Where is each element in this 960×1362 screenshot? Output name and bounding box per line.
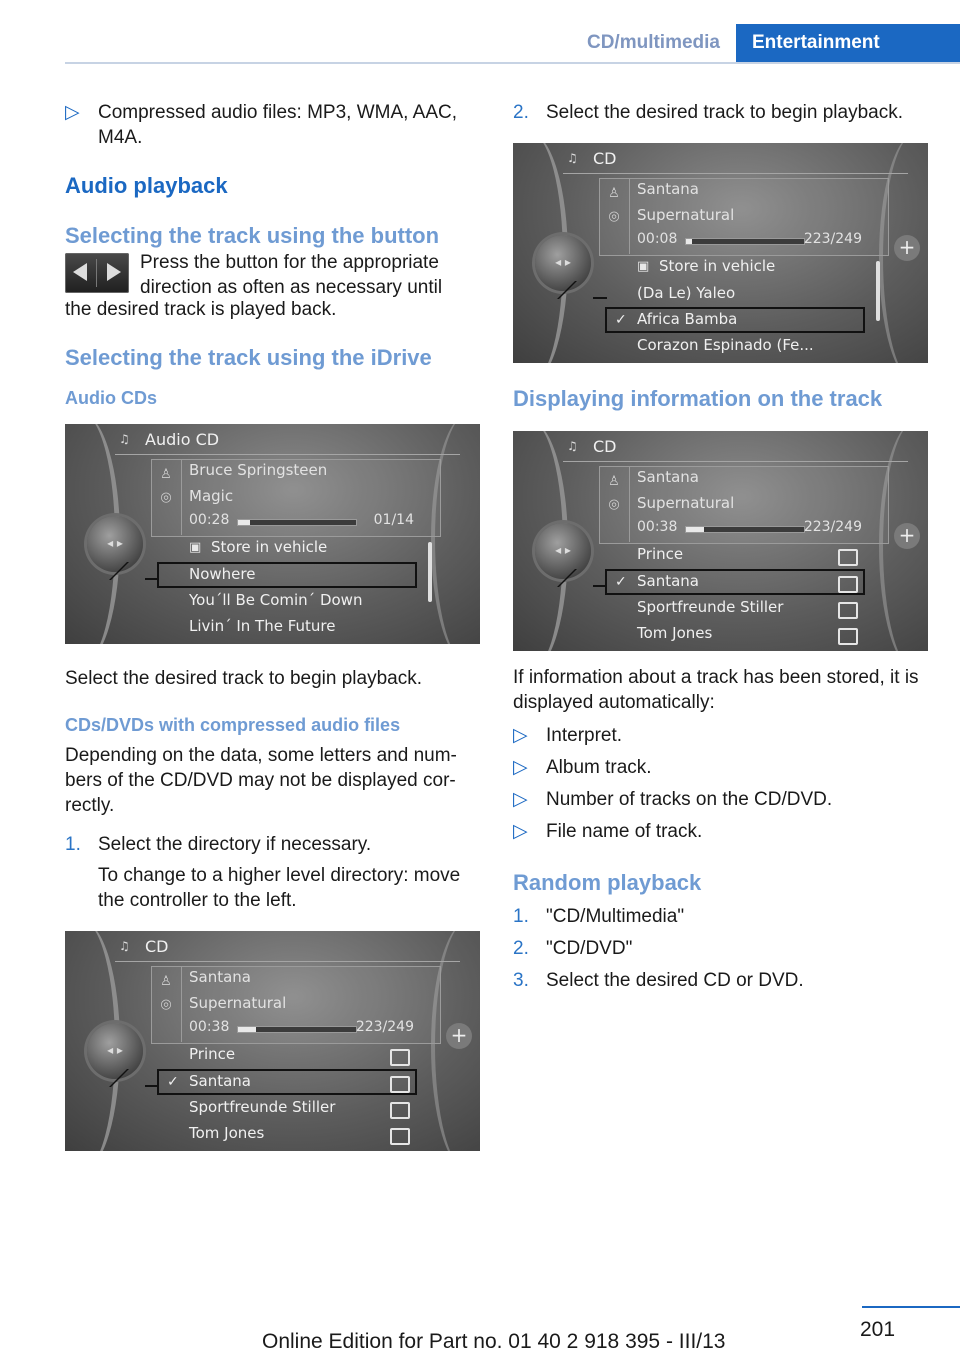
right-column xyxy=(513,100,931,993)
controller-knob: ◂ ▸ xyxy=(535,523,591,579)
heading-audio-playback: Audio playback xyxy=(65,173,228,198)
check-icon: ✓ xyxy=(167,1074,179,1090)
page-number-rule xyxy=(862,1306,960,1308)
numbered-step: 2. Select the desired track to begin playback. xyxy=(513,102,903,123)
numbered-step: 1. Select the directory if necessary. xyxy=(65,834,372,855)
check-icon: ✓ xyxy=(615,574,627,590)
artist: Santana xyxy=(637,468,699,486)
disc-icon: ◎ xyxy=(160,490,172,505)
screen-cd-tracks xyxy=(513,143,928,363)
track-row[interactable]: (Da Le) Yaleo xyxy=(637,284,736,302)
header-section: CD/multimedia xyxy=(586,32,720,53)
directory-row[interactable]: Tom Jones xyxy=(637,624,713,642)
plus-icon: + xyxy=(894,523,920,549)
heading-displaying: Displaying information on the track xyxy=(513,386,883,411)
screen-track-info xyxy=(513,431,928,651)
folder-icon xyxy=(838,628,858,645)
bullet-item: ▷ File name of track. xyxy=(513,821,703,842)
plus-icon: + xyxy=(894,235,920,261)
triangle-bullet-icon: ▷ xyxy=(65,102,80,123)
triangle-bullet-icon: ▷ xyxy=(513,789,528,810)
heading-cds-dvds: CDs/DVDs with compressed audio files xyxy=(65,715,401,735)
directory-row[interactable]: Sportfreunde Stiller xyxy=(189,1098,336,1116)
folder-icon xyxy=(838,549,858,566)
numbered-step: 1. "CD/Multimedia" xyxy=(513,906,685,927)
controller-knob: ◂ ▸ xyxy=(87,1023,143,1079)
numbered-step: 2. "CD/DVD" xyxy=(513,938,633,959)
heading-select-button: Selecting the track using the button xyxy=(65,223,440,248)
scrollbar xyxy=(876,261,880,321)
store-in-vehicle[interactable]: Store in vehicle xyxy=(211,538,328,556)
person-icon: ♙ xyxy=(160,974,172,989)
track-row[interactable]: Africa Bamba xyxy=(637,310,738,328)
button-text-continued: the desired track is played back. xyxy=(65,299,337,320)
controller-knob: ◂ ▸ xyxy=(535,235,591,291)
heading-random: Random playback xyxy=(513,870,702,895)
footer-edition: Online Edition for Part no. 01 40 2 918 395 - III/13 xyxy=(262,1330,726,1353)
elapsed-time: 00:28 xyxy=(189,512,230,528)
save-icon: ▣ xyxy=(189,540,202,555)
person-icon: ♙ xyxy=(608,186,620,201)
button-text: Press the button for the appropriate direction as often as necessary until xyxy=(140,252,443,298)
elapsed-time: 00:08 xyxy=(637,231,678,247)
music-note-icon: ♫ xyxy=(119,432,130,446)
disc-icon: ◎ xyxy=(160,997,172,1012)
artist: Santana xyxy=(637,180,699,198)
screen-cd-directory xyxy=(65,931,480,1151)
paragraph-select-desired: Select the desired track to begin playback. xyxy=(65,668,422,689)
directory-row[interactable]: Santana xyxy=(637,572,699,590)
heading-audio-cds: Audio CDs xyxy=(65,388,157,408)
track-row[interactable]: Corazon Espinado (Fe... xyxy=(637,336,814,354)
screen-title: CD xyxy=(145,937,169,956)
progress-bar xyxy=(685,238,805,245)
track-count: 01/14 xyxy=(373,512,414,528)
heading-select-idrive: Selecting the track using the iDrive xyxy=(65,345,432,370)
folder-icon xyxy=(390,1128,410,1145)
disc-icon: ◎ xyxy=(608,497,620,512)
page-number: 201 xyxy=(860,1318,896,1341)
folder-icon xyxy=(390,1102,410,1119)
store-in-vehicle[interactable]: Store in vehicle xyxy=(659,257,776,275)
directory-row[interactable]: Prince xyxy=(637,545,684,563)
directory-row[interactable]: Sportfreunde Stiller xyxy=(637,598,784,616)
directory-row[interactable]: Tom Jones xyxy=(189,1124,265,1142)
screen-title: Audio CD xyxy=(145,430,220,449)
artist: Bruce Springsteen xyxy=(189,461,328,479)
track-row[interactable]: Nowhere xyxy=(189,565,256,583)
bullet-item: ▷ Number of tracks on the CD/DVD. xyxy=(513,789,833,810)
folder-icon xyxy=(390,1049,410,1066)
album: Magic xyxy=(189,487,234,505)
music-note-icon: ♫ xyxy=(567,151,578,165)
album: Supernatural xyxy=(637,206,735,224)
header-chapter: Entertainment xyxy=(736,24,960,62)
artist: Santana xyxy=(189,968,251,986)
random-step-list xyxy=(513,904,931,993)
bullet-item: ▷ Interpret. xyxy=(513,725,623,746)
info-bullet-list xyxy=(513,723,931,844)
track-count: 223/249 xyxy=(803,519,862,535)
step-detail: To change to a higher level directory: move the controller to the left. xyxy=(98,865,461,911)
triangle-bullet-icon: ▷ xyxy=(513,725,528,746)
track-row[interactable]: Livin´ In The Future xyxy=(189,617,336,635)
triangle-bullet-icon: ▷ xyxy=(513,757,528,778)
paragraph-depending: Depending on the data, some letters and numbers of the CD/DVD may not be displayed correctly. xyxy=(65,745,457,816)
plus-icon: + xyxy=(446,1023,472,1049)
progress-bar xyxy=(237,1026,357,1033)
button-instruction xyxy=(65,250,483,325)
person-icon: ♙ xyxy=(608,474,620,489)
progress-bar xyxy=(237,519,357,526)
folder-icon xyxy=(838,576,858,593)
screen-title: CD xyxy=(593,437,617,456)
track-row[interactable]: You´ll Be Comin´ Down xyxy=(189,591,363,609)
scrollbar xyxy=(428,542,432,602)
folder-icon xyxy=(838,602,858,619)
folder-icon xyxy=(390,1076,410,1093)
music-note-icon: ♫ xyxy=(119,939,130,953)
directory-row[interactable]: Santana xyxy=(189,1072,251,1090)
track-count: 223/249 xyxy=(803,231,862,247)
progress-bar xyxy=(685,526,805,533)
elapsed-time: 00:38 xyxy=(189,1019,230,1035)
screen-title: CD xyxy=(593,149,617,168)
previous-track-icon xyxy=(73,263,87,281)
bullet-item: ▷ Album track. xyxy=(513,757,652,778)
save-icon: ▣ xyxy=(637,259,650,274)
track-buttons-image xyxy=(65,253,129,293)
directory-row[interactable]: Prince xyxy=(189,1045,236,1063)
disc-icon: ◎ xyxy=(608,209,620,224)
controller-knob: ◂ ▸ xyxy=(87,516,143,572)
next-track-icon xyxy=(107,263,121,281)
screen-audio-cd xyxy=(65,424,480,644)
triangle-bullet-icon: ▷ xyxy=(513,821,528,842)
page-header xyxy=(65,24,960,64)
track-count: 223/249 xyxy=(355,1019,414,1035)
bullet-item: ▷ Compressed audio files: MP3, WMA, AAC, M4A. xyxy=(65,102,458,148)
album: Supernatural xyxy=(637,494,735,512)
paragraph-info: If information about a track has been stored, it is displayed automatically: xyxy=(513,667,919,713)
album: Supernatural xyxy=(189,994,287,1012)
elapsed-time: 00:38 xyxy=(637,519,678,535)
left-column xyxy=(65,100,483,1151)
music-note-icon: ♫ xyxy=(567,439,578,453)
check-icon: ✓ xyxy=(615,312,627,328)
numbered-step: 3. Select the desired CD or DVD. xyxy=(513,970,804,991)
person-icon: ♙ xyxy=(160,467,172,482)
